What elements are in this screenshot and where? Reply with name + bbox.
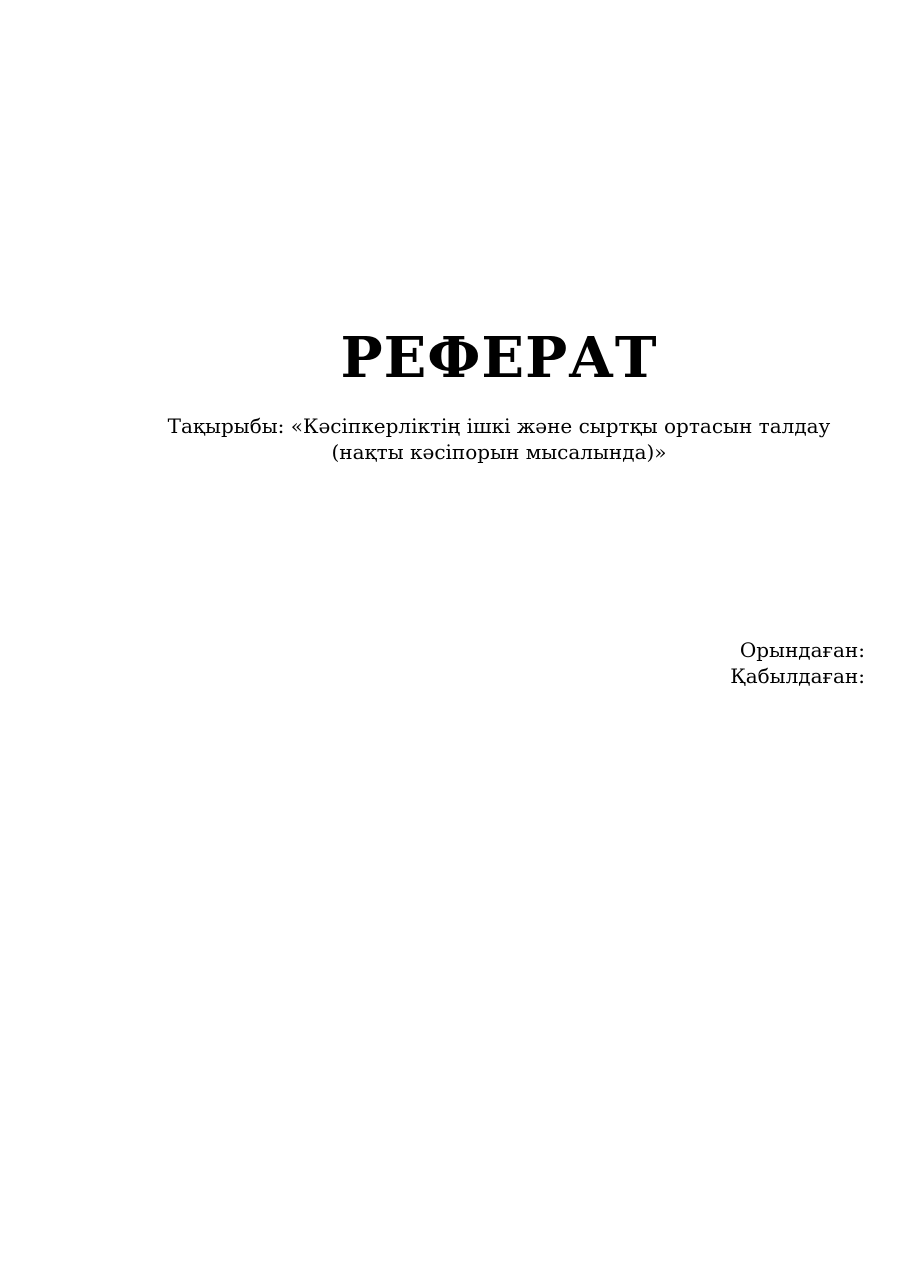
document-title: РЕФЕРАТ: [340, 325, 658, 391]
topic-line-2: (нақты кәсіпорын мысалында)»: [331, 440, 667, 464]
signature-block: [730, 637, 865, 689]
accepted-by-label: Қабылдаған:: [730, 664, 865, 688]
performed-by-label: Орындаған:: [739, 638, 865, 662]
topic-line-1: Тақырыбы: «Кәсіпкерліктің ішкі және сыртқы ортасын талдау: [167, 414, 831, 438]
topic-block: [80, 413, 910, 465]
